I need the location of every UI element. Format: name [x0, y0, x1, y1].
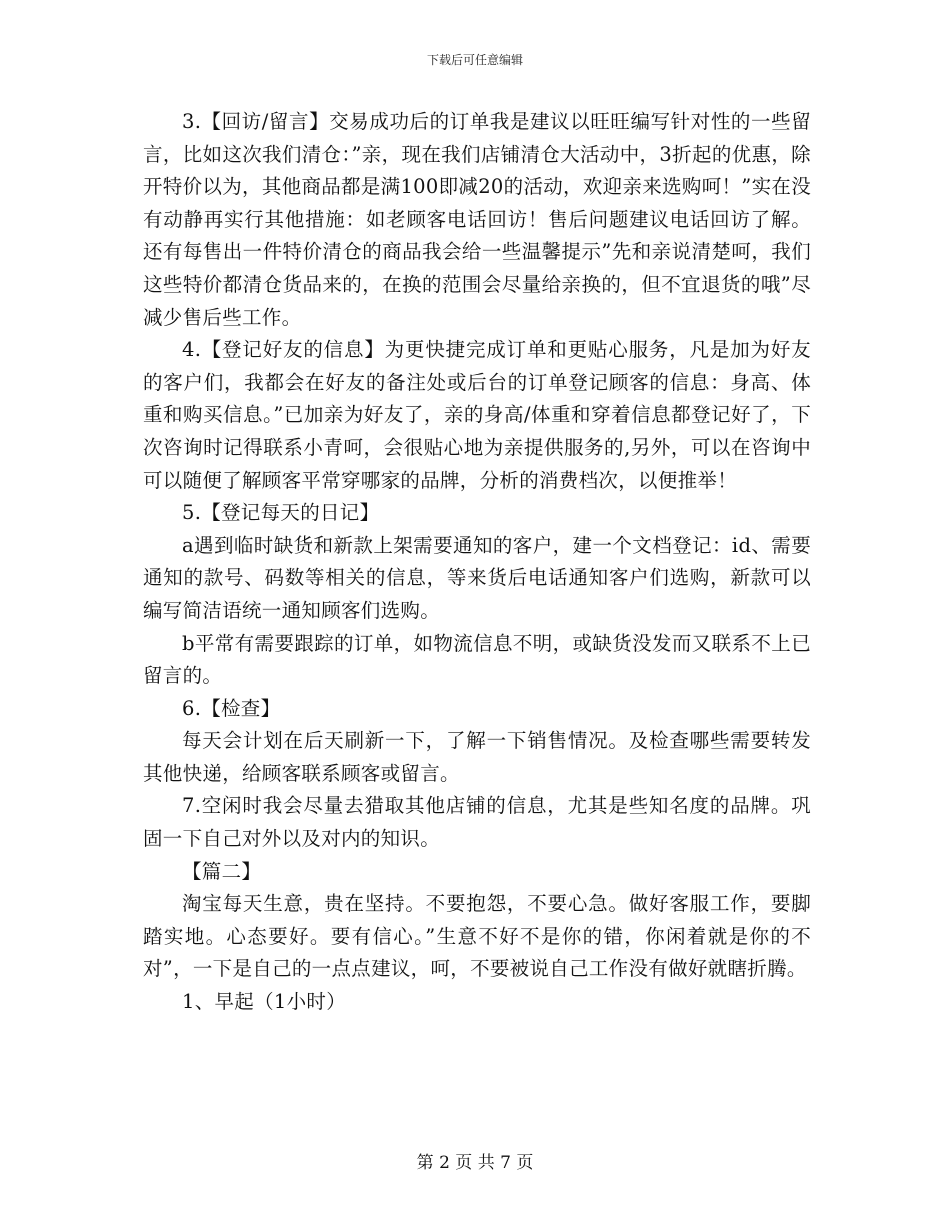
paragraph-spare-time: 7.空闲时我会尽量去猎取其他店铺的信息，尤其是些知名度的品牌。巩固一下自己对外以及对内的知识。: [143, 794, 811, 851]
paragraph-check-heading: 6.【检查】: [182, 696, 281, 720]
page-footer: 第 2 页 共 7 页: [416, 1153, 534, 1173]
paragraph-daily-log-heading: 5.【登记每天的日记】: [182, 501, 380, 525]
paragraph-daily-log-b: b平常有需要跟踪的订单，如物流信息不明，或缺货没发而又联系不上已留言的。: [143, 631, 811, 688]
paragraph-daily-log-a: a遇到临时缺货和新款上架需要通知的客户，建一个文档登记：id、需要通知的款号、码数等相关的信息，等来货后电话通知客户们选购，新款可以编写简洁语统一通知顾客们选购。: [143, 533, 811, 622]
paragraph-early-rise: 1、早起（1小时）: [182, 990, 347, 1014]
paragraph-persistence: 淘宝每天生意，贵在坚持。不要抱怨，不要心急。做好客服工作，要脚踏实地。心态要好。要有信心。”生意不好不是你的错，你闲着就是你的不对”，一下是自己的一点点建议，呵，不要被说自己工作没有做好就瞎折腾。: [143, 892, 811, 981]
document-body: [143, 106, 811, 1019]
page-header: 下载后可任意编辑: [426, 53, 523, 67]
paragraph-check-body: 每天会计划在后天刷新一下，了解一下销售情况。及检查哪些需要转发其他快递，给顾客联系顾客或留言。: [143, 729, 811, 785]
paragraph-register-friend-info: 4.【登记好友的信息】为更快捷完成订单和更贴心服务，凡是加为好友的客户们，我都会在好友的备注处或后台的订单登记顾客的信息：身高、体重和购买信息。”已加亲为好友了，亲的身高/体重和穿着信息都登记好了，下次咨询时记得联系小青呵，会很贴心地为亲提供服务的,另外，可以在咨询中可以随便了解顾客平常穿哪家的品牌，分析的消费档次，以便推举！: [143, 338, 811, 492]
paragraph-revisit-message: 3.【回访/留言】交易成功后的订单我是建议以旺旺编写针对性的一些留言，比如这次我们清仓：”亲，现在我们店铺清仓大活动中，3折起的优惠，除开特价以为，其他商品都是满100即减20的活动，欢迎亲来选购呵！”实在没有动静再实行其他措施：如老顾客电话回访！售后问题建议电话回访了解。还有每售出一件特价清仓的商品我会给一些温馨提示”先和亲说清楚呵，我们这些特价都清仓货品来的，在换的范围会尽量给亲换的，但不宜退货的哦”尽减少售后些工作。: [143, 110, 811, 329]
section-heading-part-two: 【篇二】: [182, 859, 262, 883]
